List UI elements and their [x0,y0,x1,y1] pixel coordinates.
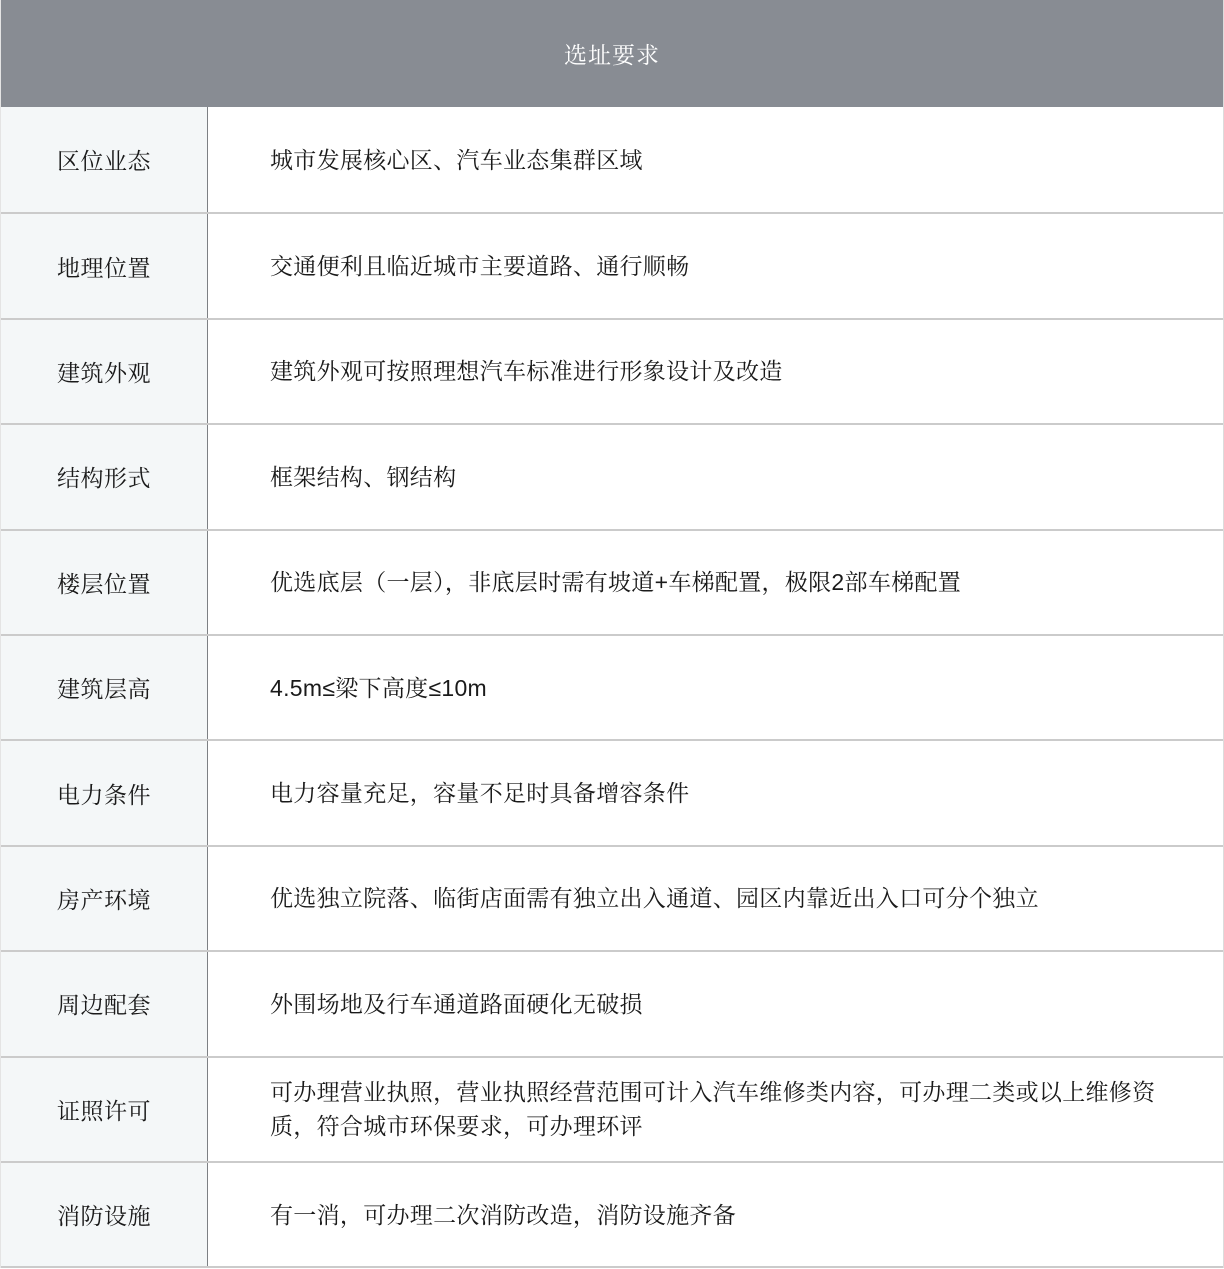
row-value: 外围场地及行车通道路面硬化无破损 [208,952,1223,1055]
row-label: 区位业态 [1,107,208,212]
row-value: 框架结构、钢结构 [208,425,1223,528]
table-row [1,423,1223,528]
table-row [1,212,1223,317]
row-value: 交通便利且临近城市主要道路、通行顺畅 [208,214,1223,317]
row-label: 周边配套 [1,952,208,1055]
table-row [1,529,1223,634]
table-row [1,318,1223,423]
table-row [1,634,1223,739]
row-value: 可办理营业执照，营业执照经营范围可计入汽车维修类内容，可办理二类或以上维修资质，符合城市环保要求，可办理环评 [208,1058,1223,1161]
table-row [1,107,1223,212]
row-value: 优选底层（一层），非底层时需有坡道+车梯配置，极限2部车梯配置 [208,531,1223,634]
row-value: 优选独立院落、临街店面需有独立出入通道、园区内靠近出入口可分个独立 [208,847,1223,950]
table-title: 选址要求 [1,0,1223,107]
table-row [1,845,1223,950]
table-row [1,739,1223,844]
table-row [1,950,1223,1055]
row-value: 电力容量充足，容量不足时具备增容条件 [208,741,1223,844]
row-value: 城市发展核心区、汽车业态集群区域 [208,107,1223,212]
row-value: 有一消，可办理二次消防改造，消防设施齐备 [208,1163,1223,1266]
row-value: 建筑外观可按照理想汽车标准进行形象设计及改造 [208,320,1223,423]
table-row [1,1056,1223,1161]
row-label: 电力条件 [1,741,208,844]
row-label: 地理位置 [1,214,208,317]
row-label: 建筑层高 [1,636,208,739]
row-label: 房产环境 [1,847,208,950]
row-label: 消防设施 [1,1163,208,1266]
table-body [1,107,1223,1268]
row-value: 4.5m≤梁下高度≤10m [208,636,1223,739]
row-label: 证照许可 [1,1058,208,1161]
row-label: 建筑外观 [1,320,208,423]
row-label: 楼层位置 [1,531,208,634]
table-row [1,1161,1223,1266]
row-label: 结构形式 [1,425,208,528]
